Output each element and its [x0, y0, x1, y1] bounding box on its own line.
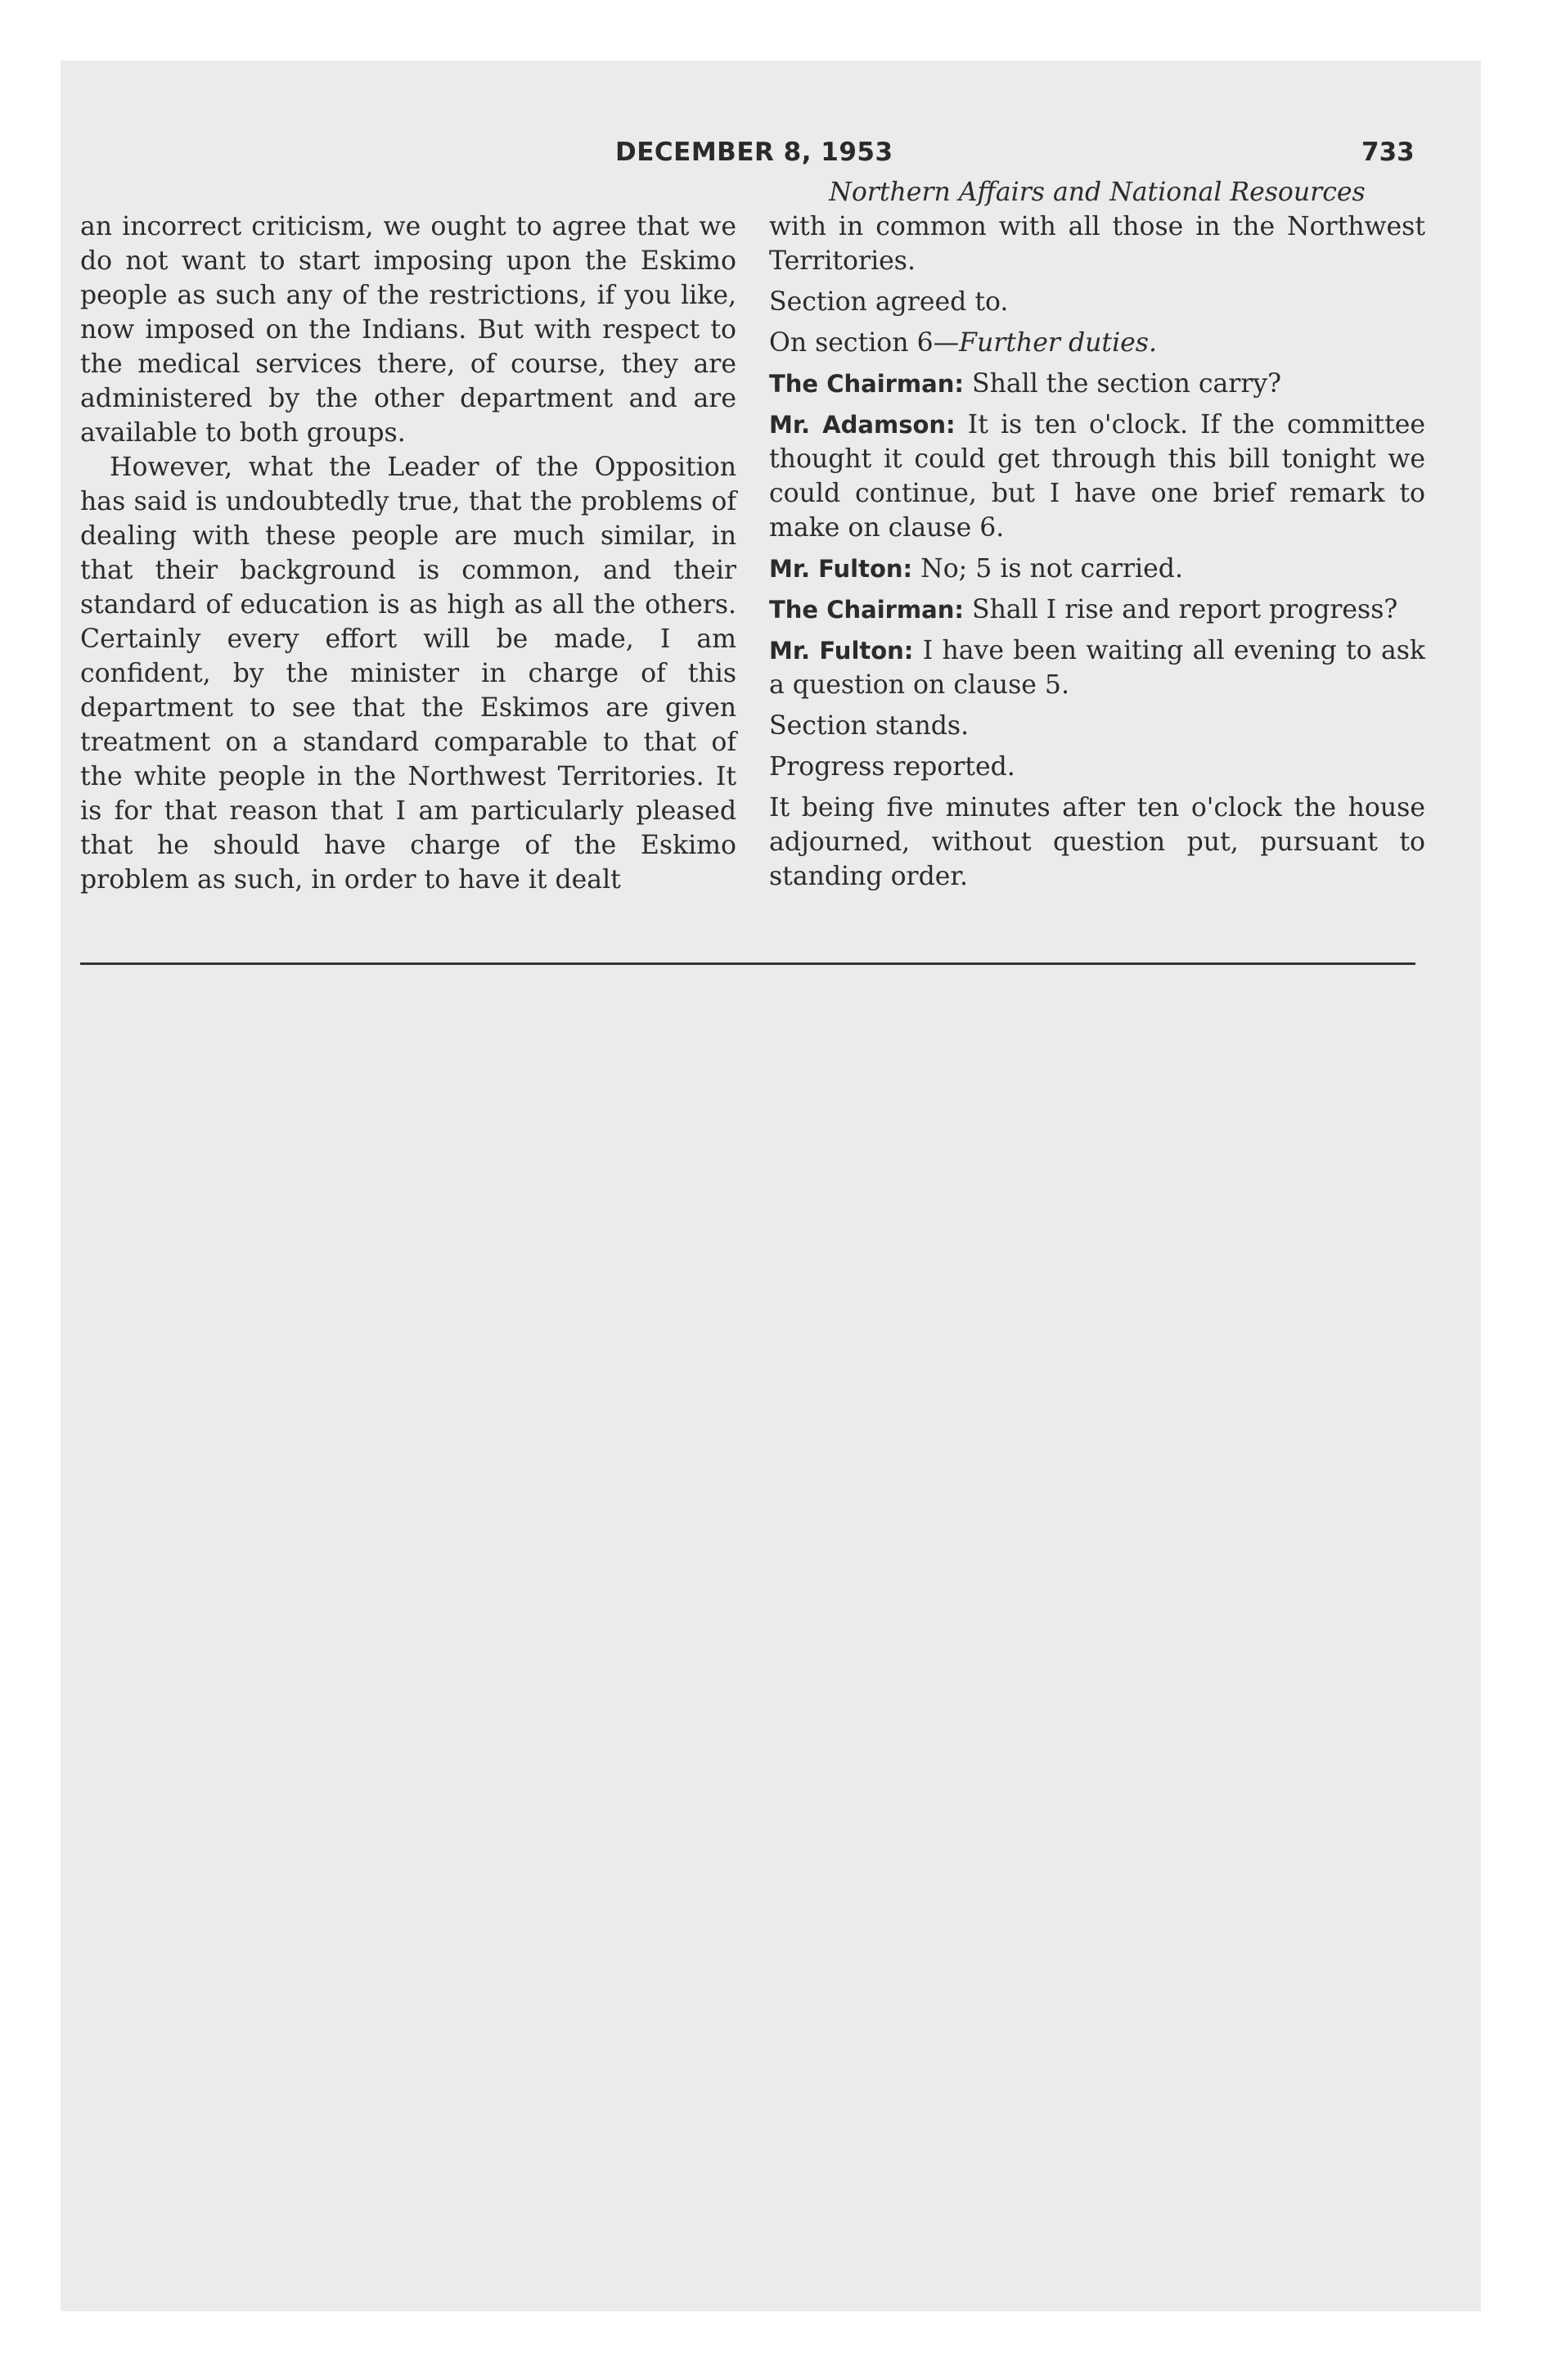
adjournment-paragraph: It being five minutes after ten o'clock the house adjourned, without question put, pursuant to standing order. — [769, 793, 1425, 891]
speaker-name: The Chairman: — [769, 370, 964, 398]
speech-text: Shall I rise and report progress? — [971, 595, 1398, 624]
speech-text: No; 5 is not carried. — [920, 554, 1183, 584]
progress-reported-line: Progress reported. — [769, 752, 1015, 782]
left-paragraph-2: However, what the Leader of the Opposition has said is undoubtedly true, that the problems of dealing with these people are much similar, in that their background is common, and their standard of education is as high as all the others. Certainly every effort will be made, I am confident, by the minister in charge of this department to see that the Eskimos are given treatment on a standard comparable to that of the white people in the Northwest Territories. It is for that reason that I am particularly pleased that he should have charge of the Eskimo problem as such, in order to have it dealt — [80, 453, 736, 895]
section-6-prefix: On section 6— — [769, 328, 960, 358]
speaker-name: Mr. Adamson: — [769, 411, 956, 439]
speech-text: Shall the section carry? — [971, 369, 1282, 399]
fulton-statement-2 — [769, 633, 1425, 702]
end-rule — [80, 962, 1415, 965]
chairman-statement-1 — [769, 367, 1425, 401]
running-header-date: DECEMBER 8, 1953 — [615, 137, 893, 167]
section-6-title: Further duties. — [959, 328, 1157, 358]
chairman-statement-2 — [769, 593, 1425, 627]
page-number: 733 — [1361, 137, 1415, 167]
fulton-statement-1 — [769, 552, 1425, 586]
speaker-name: Mr. Fulton: — [769, 555, 913, 583]
continued-paragraph: with in common with all those in the Northwest Territories. — [769, 212, 1425, 276]
section-agreed-line: Section agreed to. — [769, 287, 1009, 317]
right-column — [769, 175, 1425, 900]
speech-text: It is ten o'clock. If the committee thought it could get through this bill tonight we could continue, but I have one brief remark to make on clause 6. — [769, 410, 1426, 543]
left-paragraph-1: an incorrect criticism, we ought to agree that we do not want to start imposing upon the Eskimo people as such any of the restrictions, if you like, now imposed on the Indians. But with respect to the medical services there, of course, they are administered by the other department and are available to both groups. — [80, 212, 736, 448]
section-6-line — [769, 326, 1425, 360]
speaker-name: The Chairman: — [769, 596, 964, 624]
left-column — [80, 210, 736, 897]
section-stands-line: Section stands. — [769, 711, 970, 741]
section-subheading: Northern Affairs and National Resources — [829, 178, 1366, 207]
speech-text: I have been waiting all evening to ask a question on clause 5. — [769, 636, 1426, 700]
adamson-statement — [769, 408, 1425, 545]
speaker-name: Mr. Fulton: — [769, 637, 914, 665]
